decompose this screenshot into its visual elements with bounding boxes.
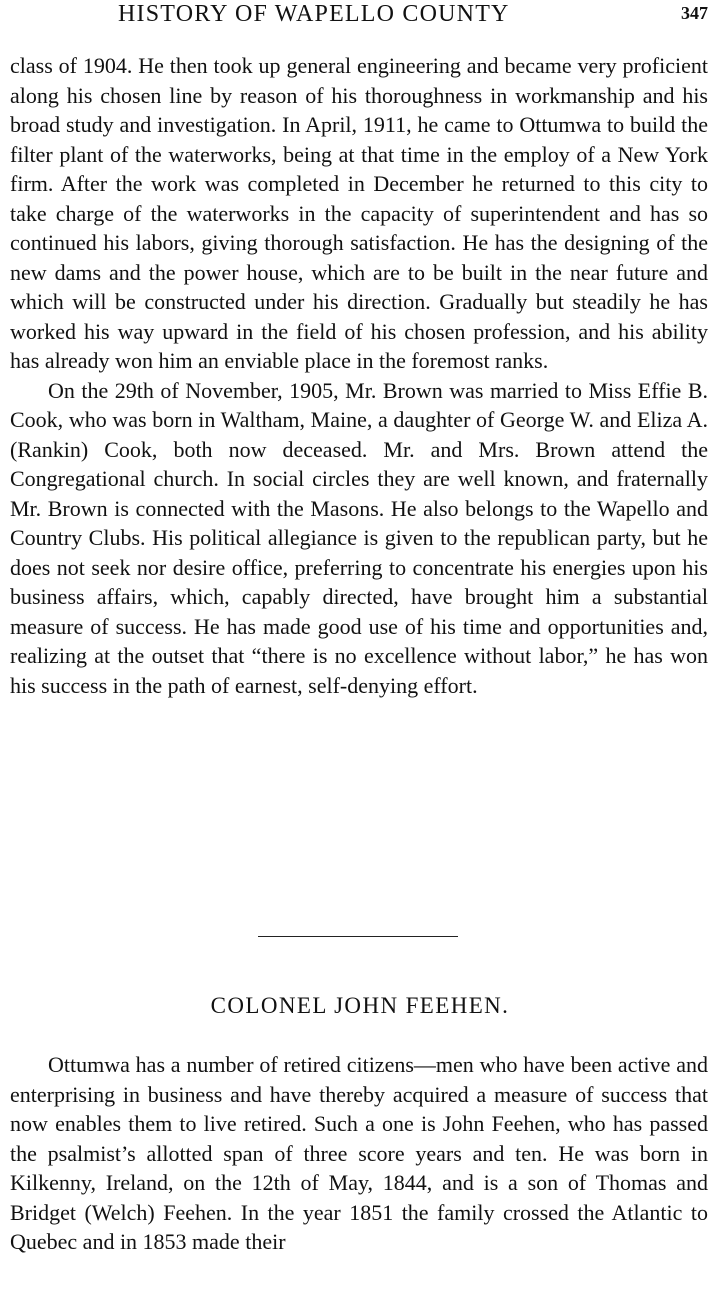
page-number: 347 — [681, 3, 708, 23]
body-paragraph-1: class of 1904. He then took up general engineering and became very proficient along his chosen line by reason of his thoroughness in workmanship and his broad study and investigation. In April, 1911, he came to Ottumwa to build the filter plant of the waterworks, being at that time in the employ of a New York firm. After the work was completed in December he returned to this city to take charge of the waterworks in the capacity of superintendent and has so continued his labors, giving thorough satisfaction. He has the designing of the new dams and the power house, which are to be built in the near future and which will be constructed under his direction. Gradually but steadily he has worked his way upward in the field of his chosen profession, and his ability has already won him an enviable place in the foremost ranks. — [10, 53, 708, 373]
section-paragraph-1: Ottumwa has a number of retired citizens—men who have been active and enterprising in business and have thereby acquired a measure of success that now enables them to live retired. Such a one is John Feehen, who has passed the psalmist’s allotted span of three score years and ten. He was born in Kilkenny, Ireland, on the 12th of May, 1844, and is a son of Thomas and Bridget (Welch) Feehen. In the year 1851 the family crossed the Atlantic to Quebec and in 1853 made their — [10, 1052, 708, 1254]
section-heading: COLONEL JOHN FEEHEN. — [210, 993, 510, 1018]
body-paragraph-2: On the 29th of November, 1905, Mr. Brown was married to Miss Effie B. Cook, who was born in Waltham, Maine, a daughter of George W. and Eliza A. (Rankin) Cook, both now deceased. Mr. and Mrs. Brown attend the Congregational church. In social circles they are well known, and fraternally Mr. Brown is connected with the Masons. He also belongs to the Wapello and Country Clubs. His political allegiance is given to the republican party, but he does not seek nor desire office, preferring to concentrate his energies upon his business affairs, which, capably directed, have brought him a substantial measure of success. He has made good use of his time and opportunities and, realizing at the outset that “there is no excellence without labor,” he has won his success in the path of earnest, self-denying effort. — [10, 377, 708, 698]
section-divider — [258, 936, 458, 937]
running-title: HISTORY OF WAPELLO COUNTY — [118, 1, 510, 27]
running-head — [0, 0, 720, 34]
biography-continuation — [10, 51, 708, 700]
biography-section — [10, 1050, 708, 1257]
